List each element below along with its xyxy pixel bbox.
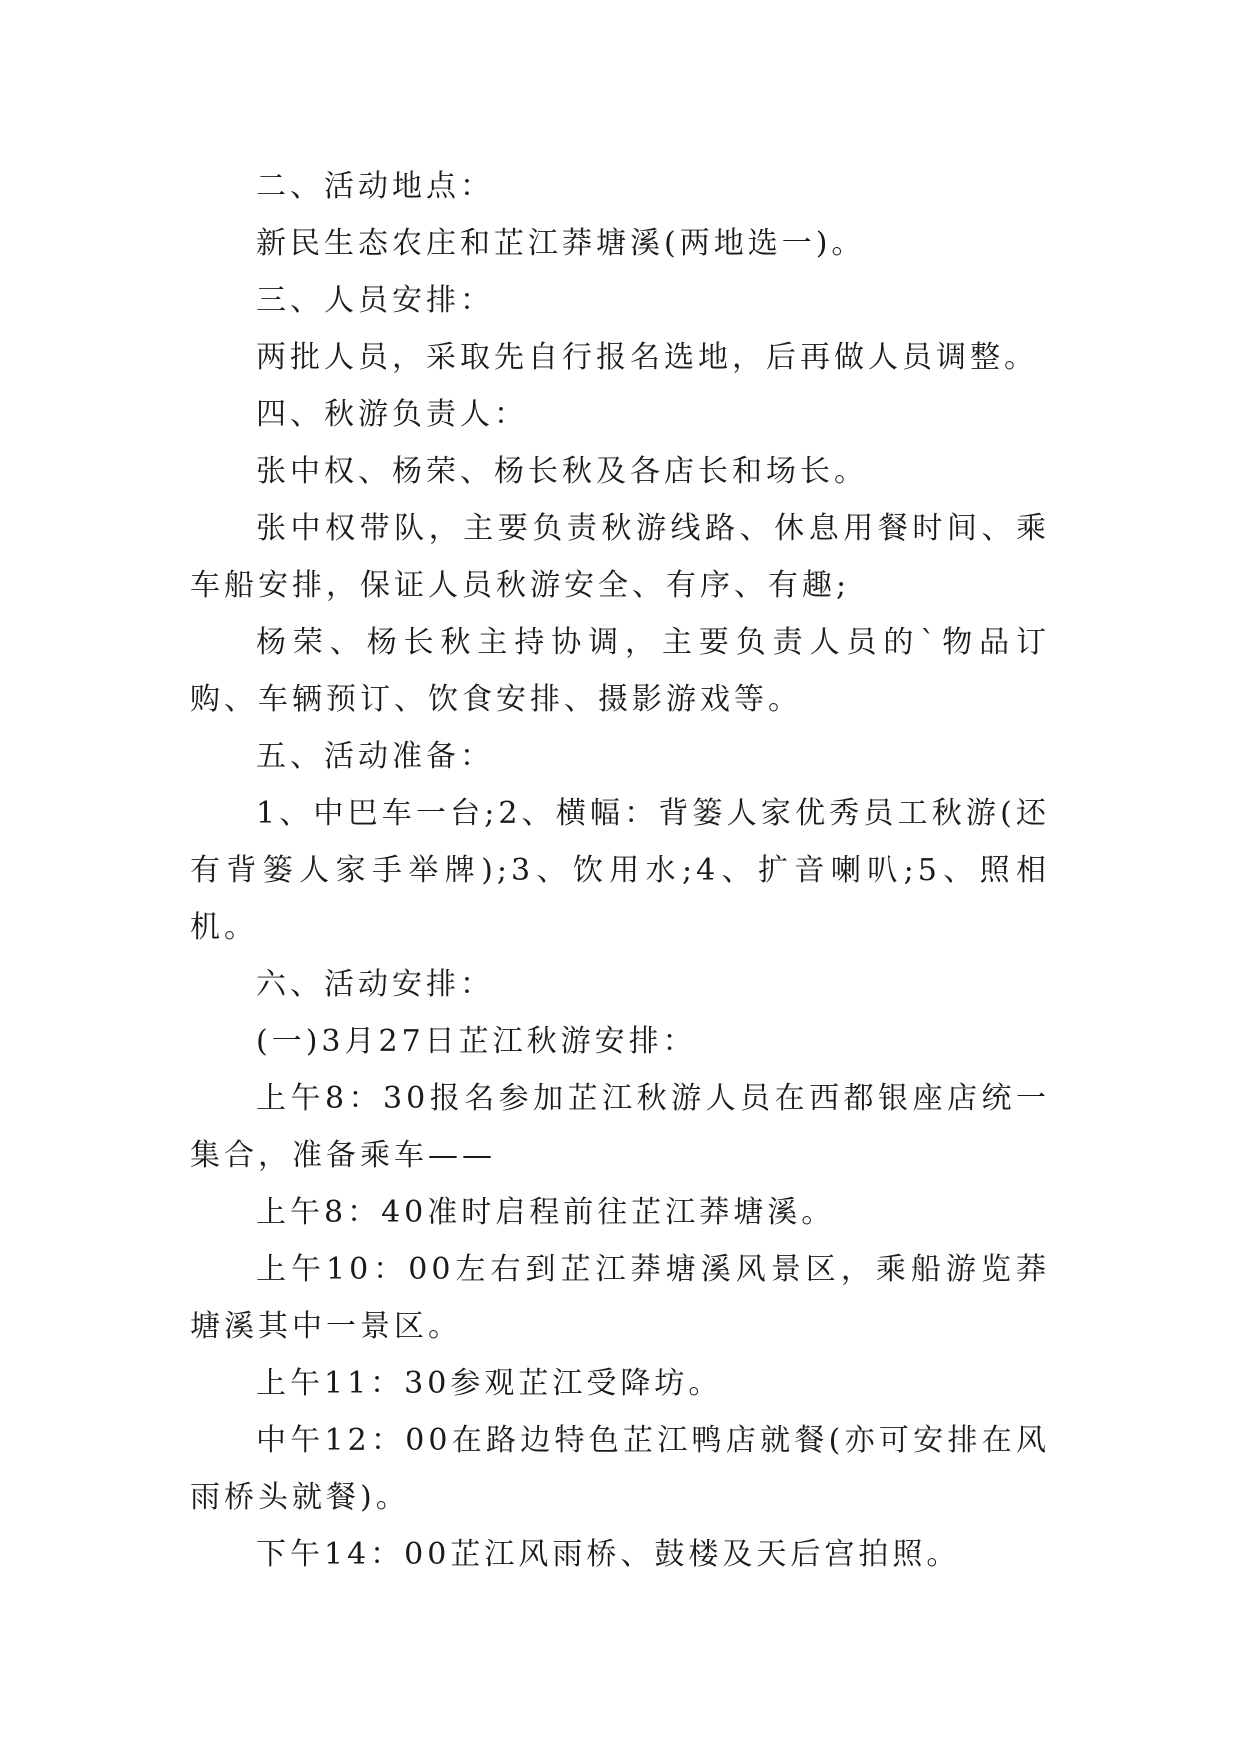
schedule-item-1130: 上午11：30参观芷江受降坊。: [256, 1366, 723, 1401]
paragraph-staffing-detail: 两批人员，采取先自行报名选地，后再做人员调整。: [256, 340, 1038, 375]
paragraph-preparation-items: 1、中巴车一台;2、横幅：背篓人家优秀员工秋游(还有背篓人家手举牌);3、饮用水;4、扩音喇叭;5、照相机。: [190, 796, 1050, 945]
paragraph-location-detail: 新民生态农庄和芷江莽塘溪(两地选一)。: [256, 226, 866, 261]
section-heading-schedule: 六、活动安排：: [256, 967, 494, 1002]
schedule-item-0840: 上午8：40准时启程前往芷江莽塘溪。: [256, 1195, 836, 1230]
section-heading-leaders: 四、秋游负责人：: [256, 397, 528, 432]
paragraph-leaders-list: 张中权、杨荣、杨长秋及各店长和场长。: [256, 454, 868, 489]
subsection-heading-schedule-day1: (一)3月27日芷江秋游安排：: [256, 1024, 697, 1059]
paragraph-leader-duties-2: 杨荣、杨长秋主持协调，主要负责人员的`物品订购、车辆预订、饮食安排、摄影游戏等。: [190, 625, 1050, 717]
section-heading-location: 二、活动地点：: [256, 169, 494, 204]
schedule-item-1400: 下午14：00芷江风雨桥、鼓楼及天后宫拍照。: [256, 1537, 961, 1572]
schedule-item-1000: 上午10：00左右到芷江莽塘溪风景区，乘船游览莽塘溪其中一景区。: [190, 1252, 1050, 1344]
paragraph-leader-duties-1: 张中权带队，主要负责秋游线路、休息用餐时间、乘车船安排，保证人员秋游安全、有序、有趣;: [190, 511, 1050, 603]
section-heading-preparation: 五、活动准备：: [256, 739, 494, 774]
schedule-item-0830: 上午8：30报名参加芷江秋游人员在西都银座店统一集合，准备乘车——: [190, 1081, 1050, 1173]
section-heading-staffing: 三、人员安排：: [256, 283, 494, 318]
schedule-item-1200: 中午12：00在路边特色芷江鸭店就餐(亦可安排在风雨桥头就餐)。: [190, 1423, 1050, 1515]
document-body: [190, 158, 1050, 1583]
